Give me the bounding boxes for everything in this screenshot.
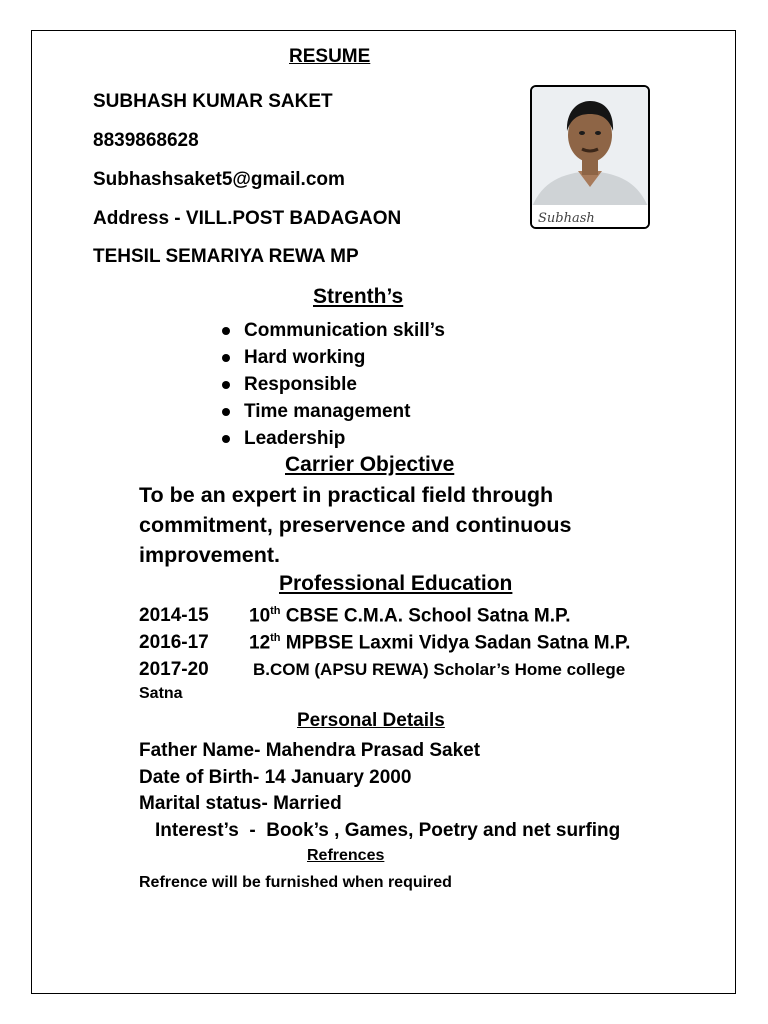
address-line-2: TEHSIL SEMARIYA REWA MP <box>93 246 359 267</box>
education-year: 2016-17 <box>139 632 209 654</box>
interests: Interest’s - Book’s , Games, Poetry and net surfing <box>155 820 621 841</box>
education-continuation: Satna <box>139 685 183 702</box>
father-name: Father Name- Mahendra Prasad Saket <box>139 740 481 761</box>
education-row <box>139 605 571 627</box>
education-year: 2014-15 <box>139 605 209 627</box>
education-row <box>139 632 630 654</box>
date-of-birth: Date of Birth- 14 January 2000 <box>139 767 412 788</box>
marital-status: Marital status- Married <box>139 793 342 814</box>
grade-suffix: th <box>270 632 281 644</box>
education-heading: Professional Education <box>279 572 513 595</box>
resume-title: RESUME <box>289 46 371 67</box>
education-grade: 10 <box>249 605 271 627</box>
list-item: Hard working <box>222 344 445 371</box>
objective-text: To be an expert in practical field through commitment, preservence and continuous improvement. <box>139 483 572 567</box>
education-detail: MPBSE Laxmi Vidya Sadan Satna M.P. <box>280 632 631 654</box>
education-year: 2017-20 <box>139 659 209 680</box>
strengths-heading: Strenth’s <box>313 285 404 308</box>
education-detail: CBSE C.M.A. School Satna M.P. <box>280 605 571 627</box>
phone-number: 8839868628 <box>93 130 199 151</box>
list-item: Leadership <box>222 425 445 452</box>
list-item: Responsible <box>222 371 445 398</box>
education-detail: B.COM (APSU REWA) Scholar’s Home college <box>253 660 626 679</box>
education-row <box>139 659 625 681</box>
applicant-name: SUBHASH KUMAR SAKET <box>93 91 333 112</box>
address-line-1: Address - VILL.POST BADAGAON <box>93 208 402 229</box>
personal-heading: Personal Details <box>297 710 445 731</box>
grade-suffix: th <box>270 605 281 617</box>
objective-heading: Carrier Objective <box>285 453 455 476</box>
list-item: Time management <box>222 398 445 425</box>
references-heading: Refrences <box>307 847 385 864</box>
list-item: Communication skill’s <box>222 317 445 344</box>
email-address: Subhashsaket5@gmail.com <box>93 169 345 190</box>
profile-photo <box>530 85 650 229</box>
strengths-list <box>222 317 445 452</box>
education-grade: 12 <box>249 632 271 654</box>
signature-mark: Subhash <box>538 211 595 226</box>
references-text: Refrence will be furnished when required <box>139 874 452 891</box>
